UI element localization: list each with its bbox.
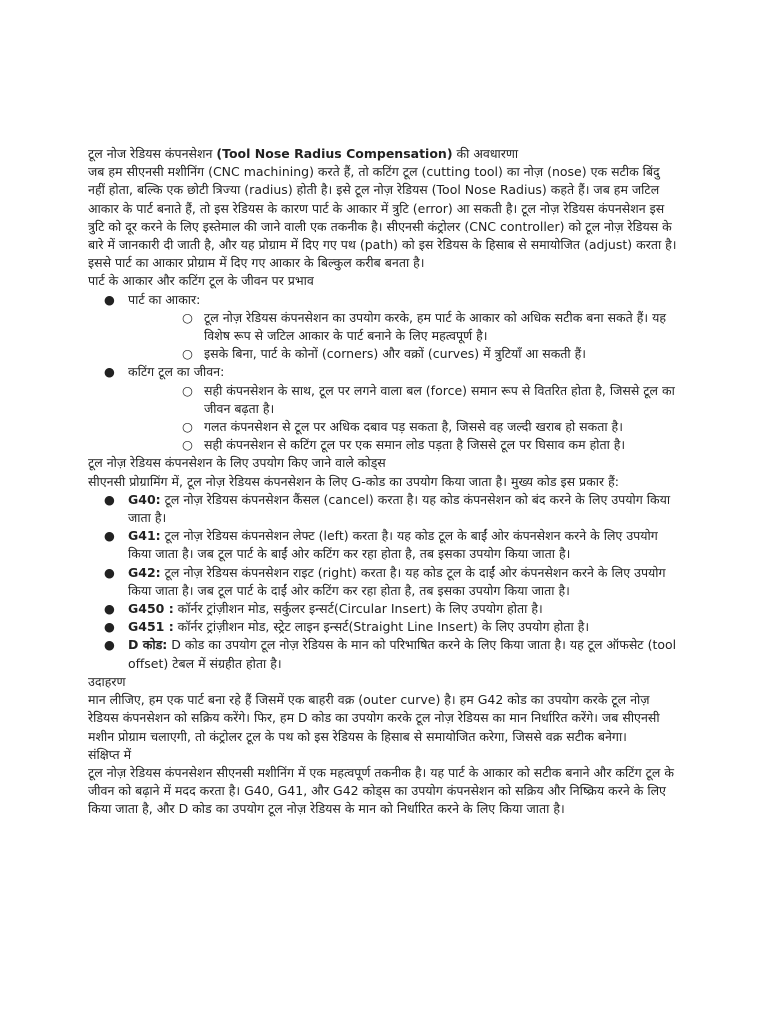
bullet-icon: ● [104,601,115,617]
document-title: टूल नोज रेडियस कंपनसेशन (Tool Nose Radius Compensation) की अवधारणा [88,146,519,161]
example-paragraph: मान लीजिए, हम एक पार्ट बना रहे हैं जिसमें एक बाहरी वक्र (outer curve) है। हम G42 कोड का उपयोग करके टूल नोज़ रेडियस कंपनसेशन को सक्रिय करेंगे। फिर, हम D कोड का उपयोग करके टूल नोज़ रेडियस का मान निर्धारित करेंगे। जब सीएनसी मशीन प्रोग्राम चलाएगी, तो कंट्रोलर टूल के पथ को इस रेडियस के हिसाब से समायोजित करेगा, जिससे वक्र सटीक बनेगा। [88,692,660,744]
code-label: G42: [128,564,161,580]
code-label: G41: [128,528,161,544]
summary-heading: संक्षिप्त में [88,746,132,762]
codes-list [88,491,678,673]
intro-paragraph: जब हम सीएनसी मशीनिंग (CNC machining) करते हैं, तो कटिंग टूल (cutting tool) का नोज़ (nose) एक सटीक बिंदु नहीं होता, बल्कि एक छोटी त्रिज्या (radius) होती है। इसे टूल नोज़ रेडियस (Tool Nose Radius) कहते हैं। जब हम जटिल आकार के पार्ट बनाते हैं, तो इस रेडियस के कारण पार्ट के आकार में त्रुटि (error) आ सकती है। टूल नोज़ रेडियस कंपनसेशन इस त्रुटि को दूर करने के लिए इस्तेमाल की जाने वाली एक तकनीक है। सीएनसी कंट्रोलर (CNC controller) को टूल नोज़ रेडियस के बारे में जानकारी दी जाती है, और यह प्रोग्राम में दिए गए पथ (path) को इस रेडियस के हिसाब से समायोजित (adjust) करता है। इससे पार्ट का आकार प्रोग्राम में दिए गए आकार के बिल्कुल करीब बनता है। [88,164,677,271]
bullet-icon: ● [104,637,115,653]
bullet-icon: ● [104,564,115,580]
list-item-g451: ● G451 : कॉर्नर ट्रांज़ीशन मोड, स्ट्रेट लाइन इन्सर्ट(Straight Line Insert) के लिए उपयोग होता है। [88,618,678,636]
circle-bullet-icon: ○ [182,419,193,435]
bullet-icon: ● [104,619,115,635]
code-label: G450 : [128,601,174,617]
bullet-icon: ● [104,491,115,507]
circle-bullet-icon: ○ [182,346,193,362]
bullet-icon: ● [104,528,115,544]
bullet-icon: ● [104,364,115,380]
list-item-g40: ● G40: टूल नोज़ रेडियस कंपनसेशन कैंसल (cancel) करता है। यह कोड कंपनसेशन को बंद करने के लिए उपयोग किया जाता है। [104,491,671,526]
document-body [88,145,678,819]
example-heading: उदाहरण [88,673,126,689]
effects-heading: पार्ट के आकार और कटिंग टूल के जीवन पर प्रभाव [88,273,314,289]
code-label: G40: [128,491,161,507]
list-item: ○ टूल नोज़ रेडियस कंपनसेशन का उपयोग करके, हम पार्ट के आकार को अधिक सटीक बना सकते हैं। यह विशेष रूप से जटिल आकार के पार्ट बनाने के लिए महत्वपूर्ण है। [182,309,666,344]
list-item-tool-life: ● कटिंग टूल का जीवन: ○ सही कंपनसेशन के साथ, टूल पर लगने वाला बल (force) समान रूप से वितरित होता है, जिससे टूल का जीवन बढ़ता है। ○ गलत कंपनसेशन से टूल पर अधिक दबाव पड़ सकता है, जिससे वह जल्दी खराब हो सकता है। ○ सही कंपनसेशन से कटिंग टूल पर एक समान लोड पड़ता है जिससे टूल पर घिसाव कम होता है। [88,363,678,454]
list-item: ○ गलत कंपनसेशन से टूल पर अधिक दबाव पड़ सकता है, जिससे वह जल्दी खराब हो सकता है। [128,418,678,436]
codes-intro: सीएनसी प्रोग्रामिंग में, टूल नोज़ रेडियस कंपनसेशन के लिए G-कोड का उपयोग किया जाता है। मुख्य कोड इस प्रकार हैं: [88,473,619,489]
title-english: (Tool Nose Radius Compensation) [216,146,453,161]
codes-heading: टूल नोज़ रेडियस कंपनसेशन के लिए उपयोग किए जाने वाले कोड्स [88,455,386,471]
bullet-icon: ● [104,291,115,307]
list-item: ○ सही कंपनसेशन से कटिंग टूल पर एक समान लोड पड़ता है जिससे टूल पर घिसाव कम होता है। [128,436,678,454]
list-item-part-size: ● पार्ट का आकार: ○ टूल नोज़ रेडियस कंपनसेशन का उपयोग करके, हम पार्ट के आकार को अधिक सटीक बना सकते हैं। यह विशेष रूप से जटिल आकार के पार्ट बनाने के लिए महत्वपूर्ण है। ○ इसके बिना, पार्ट के कोनों (corners) और वक्रों (curves) में त्रुटियाँ आ सकती हैं। [88,291,678,364]
summary-paragraph: टूल नोज़ रेडियस कंपनसेशन सीएनसी मशीनिंग में एक महत्वपूर्ण तकनीक है। यह पार्ट के आकार को सटीक बनाने और कटिंग टूल के जीवन को बढ़ाने में मदद करता है। G40, G41, और G42 कोड्स का उपयोग कंपनसेशन को सक्रिय और निष्क्रिय करने के लिए किया जाता है, और D कोड का उपयोग टूल नोज़ रेडियस के मान को निर्धारित करने के लिए किया जाता है। [88,764,674,817]
list-item-g450: ● G450 : कॉर्नर ट्रांज़ीशन मोड, सर्कुलर इन्सर्ट(Circular Insert) के लिए उपयोग होता है। [88,600,678,618]
circle-bullet-icon: ○ [182,382,193,398]
circle-bullet-icon: ○ [182,309,193,325]
list-item-g42: ● G42: टूल नोज़ रेडियस कंपनसेशन राइट (right) करता है। यह कोड टूल के दाईं ओर कंपनसेशन करने के लिए उपयोग किया जाता है। जब टूल पार्ट के दाईं ओर कटिंग कर रहा होता है, तब इसका उपयोग किया जाता है। [104,564,666,598]
list-item: ○ इसके बिना, पार्ट के कोनों (corners) और वक्रों (curves) में त्रुटियाँ आ सकती हैं। [128,345,678,363]
code-label: D कोड: [128,637,168,653]
circle-bullet-icon: ○ [182,437,193,453]
list-item-g41: ● G41: टूल नोज़ रेडियस कंपनसेशन लेफ्ट (left) करता है। यह कोड टूल के बाईं ओर कंपनसेशन करने के लिए उपयोग किया जाता है। जब टूल पार्ट के बाईं ओर कटिंग कर रहा होता है, तब इसका उपयोग किया जाता है। [104,528,658,562]
code-label: G451 : [128,619,174,635]
effects-list [88,291,678,455]
list-item: ○ सही कंपनसेशन के साथ, टूल पर लगने वाला बल (force) समान रूप से वितरित होता है, जिससे टूल का जीवन बढ़ता है। [182,382,675,416]
list-item-d-code: ● D कोड: D कोड का उपयोग टूल नोज़ रेडियस के मान को परिभाषित करने के लिए किया जाता है। यह टूल ऑफसेट (tool offset) टेबल में संग्रहीत होता है। [104,637,677,671]
